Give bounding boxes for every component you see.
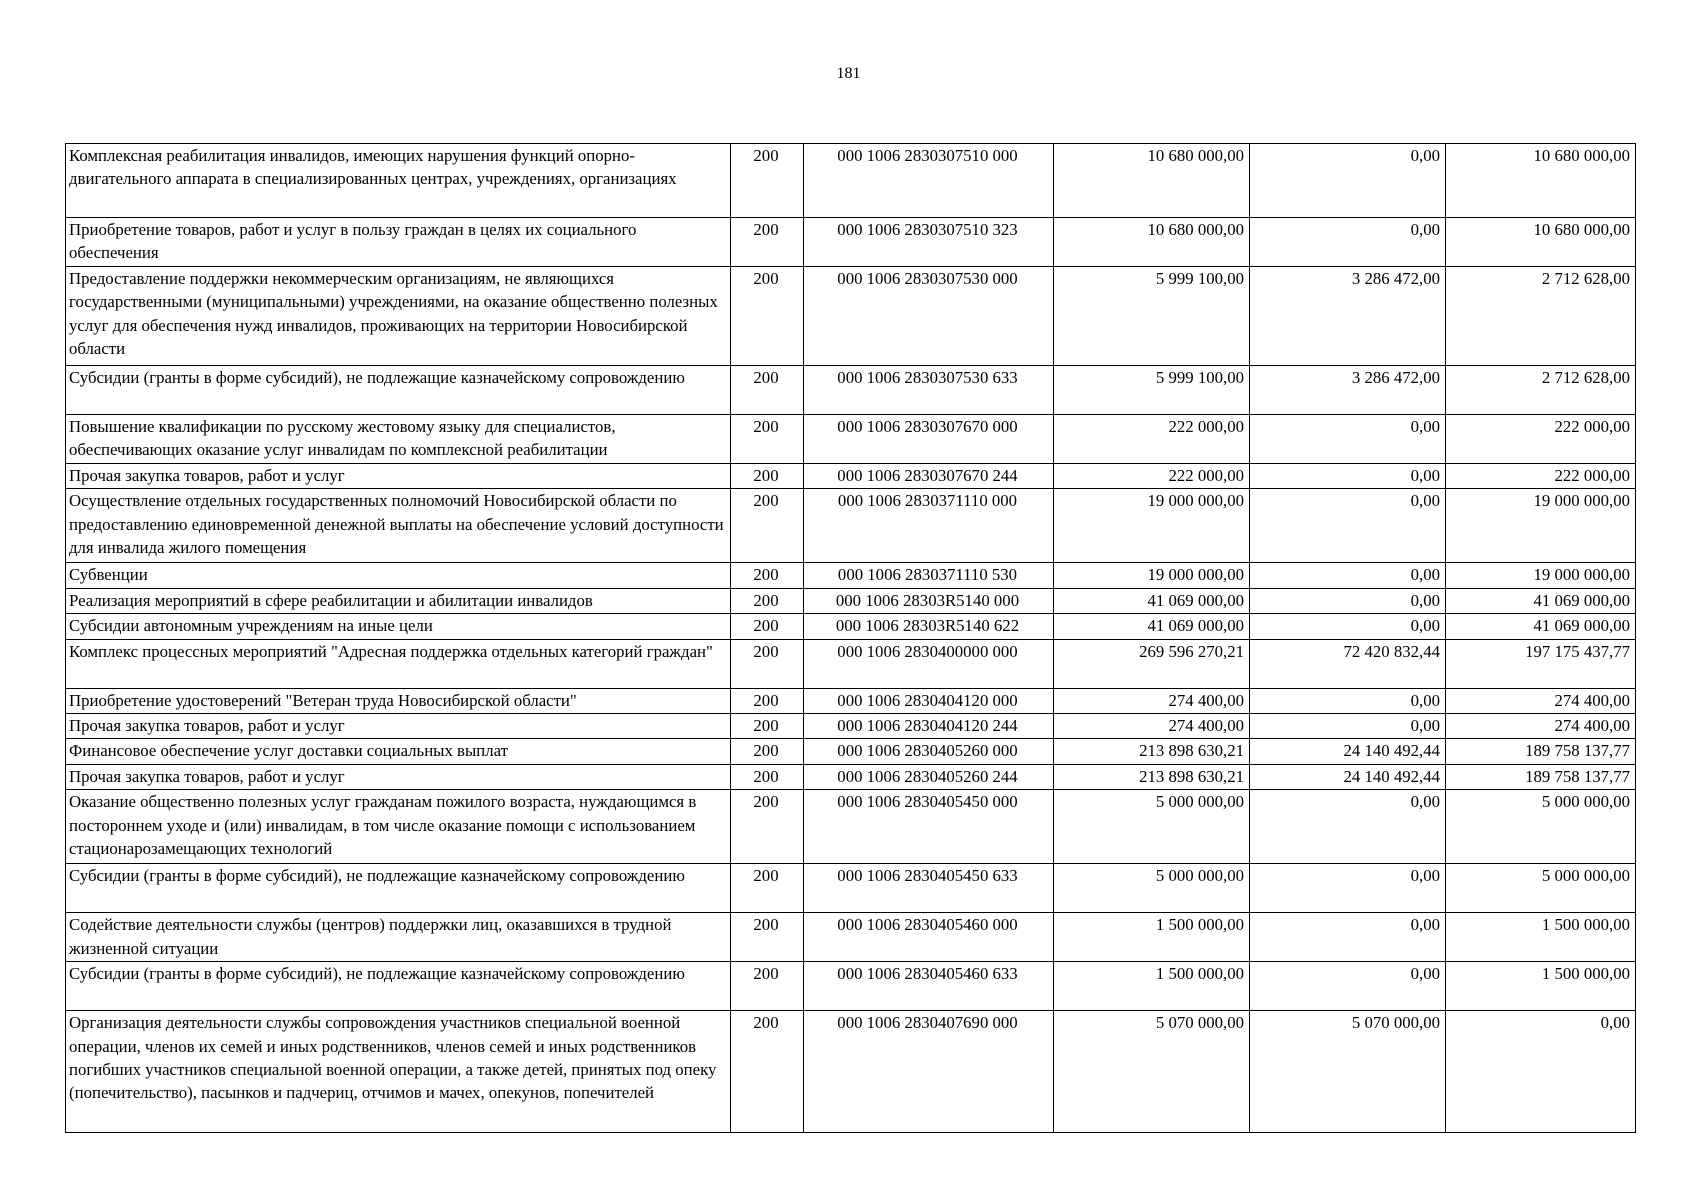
row-amount-col6: 197 175 437,77 [1446, 639, 1636, 688]
table-row [66, 218, 1636, 267]
row-budget-code: 000 1006 2830405260 000 [804, 739, 1054, 764]
table-row [66, 739, 1636, 764]
row-total: 10 680 000,00 [1054, 218, 1250, 267]
row-name: Приобретение удостоверений "Ветеран труда Новосибирской области" [66, 688, 731, 713]
row-budget-code: 000 1006 2830371110 530 [804, 563, 1054, 588]
row-name: Прочая закупка товаров, работ и услуг [66, 764, 731, 789]
row-amount-col5: 3 286 472,00 [1250, 366, 1446, 415]
row-admin-code: 200 [731, 614, 804, 639]
row-budget-code: 000 1006 2830405450 633 [804, 864, 1054, 913]
row-budget-code: 000 1006 28303R5140 000 [804, 588, 1054, 613]
row-amount-col6: 0,00 [1446, 1011, 1636, 1133]
row-budget-code: 000 1006 2830404120 000 [804, 688, 1054, 713]
row-admin-code: 200 [731, 790, 804, 864]
row-budget-code: 000 1006 2830371110 000 [804, 489, 1054, 563]
row-amount-col6: 41 069 000,00 [1446, 614, 1636, 639]
row-total: 5 070 000,00 [1054, 1011, 1250, 1133]
row-name: Оказание общественно полезных услуг гражданам пожилого возраста, нуждающимся в постороннем уходе и (или) инвалидам, в том числе оказание помощи с использованием стационарозамещающих технологий [66, 790, 731, 864]
row-amount-col6: 5 000 000,00 [1446, 790, 1636, 864]
row-amount-col5: 0,00 [1250, 688, 1446, 713]
row-amount-col5: 3 286 472,00 [1250, 267, 1446, 366]
row-amount-col6: 10 680 000,00 [1446, 144, 1636, 218]
row-total: 41 069 000,00 [1054, 614, 1250, 639]
table-row [66, 144, 1636, 218]
row-admin-code: 200 [731, 489, 804, 563]
table-row [66, 563, 1636, 588]
row-amount-col5: 24 140 492,44 [1250, 739, 1446, 764]
row-name: Субсидии автономным учреждениям на иные цели [66, 614, 731, 639]
row-amount-col6: 222 000,00 [1446, 415, 1636, 464]
row-amount-col5: 5 070 000,00 [1250, 1011, 1446, 1133]
row-amount-col5: 0,00 [1250, 913, 1446, 962]
row-name: Финансовое обеспечение услуг доставки социальных выплат [66, 739, 731, 764]
row-amount-col5: 0,00 [1250, 415, 1446, 464]
row-amount-col5: 0,00 [1250, 563, 1446, 588]
row-admin-code: 200 [731, 218, 804, 267]
row-total: 5 999 100,00 [1054, 366, 1250, 415]
row-budget-code: 000 1006 2830307530 000 [804, 267, 1054, 366]
row-amount-col6: 41 069 000,00 [1446, 588, 1636, 613]
row-amount-col5: 0,00 [1250, 489, 1446, 563]
row-admin-code: 200 [731, 688, 804, 713]
row-name: Повышение квалификации по русскому жестовому языку для специалистов, обеспечивающих оказание услуг инвалидам по комплексной реабилитации [66, 415, 731, 464]
row-total: 19 000 000,00 [1054, 563, 1250, 588]
row-amount-col6: 1 500 000,00 [1446, 913, 1636, 962]
table-row [66, 764, 1636, 789]
row-amount-col6: 274 400,00 [1446, 688, 1636, 713]
row-amount-col5: 0,00 [1250, 962, 1446, 1011]
table-row [66, 366, 1636, 415]
table-row [66, 464, 1636, 489]
table-row [66, 790, 1636, 864]
table-row [66, 639, 1636, 688]
row-budget-code: 000 1006 2830307530 633 [804, 366, 1054, 415]
row-admin-code: 200 [731, 739, 804, 764]
row-total: 269 596 270,21 [1054, 639, 1250, 688]
row-amount-col6: 10 680 000,00 [1446, 218, 1636, 267]
row-amount-col6: 19 000 000,00 [1446, 563, 1636, 588]
row-amount-col5: 0,00 [1250, 790, 1446, 864]
row-amount-col6: 1 500 000,00 [1446, 962, 1636, 1011]
row-amount-col6: 19 000 000,00 [1446, 489, 1636, 563]
row-admin-code: 200 [731, 366, 804, 415]
row-name: Предоставление поддержки некоммерческим организациям, не являющихся государственными (муниципальными) учреждениями, на оказание общественно полезных услуг для обеспечения нужд инвалидов, проживающих на территории Новосибирской области [66, 267, 731, 366]
table-row [66, 962, 1636, 1011]
row-total: 10 680 000,00 [1054, 144, 1250, 218]
row-total: 5 999 100,00 [1054, 267, 1250, 366]
row-admin-code: 200 [731, 144, 804, 218]
page-number: 181 [836, 65, 861, 82]
row-amount-col6: 222 000,00 [1446, 464, 1636, 489]
row-name: Содействие деятельности службы (центров) поддержки лиц, оказавшихся в трудной жизненной ситуации [66, 913, 731, 962]
row-amount-col6: 189 758 137,77 [1446, 764, 1636, 789]
table-row [66, 415, 1636, 464]
row-amount-col5: 0,00 [1250, 864, 1446, 913]
row-budget-code: 000 1006 2830405450 000 [804, 790, 1054, 864]
row-name: Комплекс процессных мероприятий "Адресная поддержка отдельных категорий граждан" [66, 639, 731, 688]
row-admin-code: 200 [731, 913, 804, 962]
row-name: Реализация мероприятий в сфере реабилитации и абилитации инвалидов [66, 588, 731, 613]
row-total: 213 898 630,21 [1054, 739, 1250, 764]
row-amount-col6: 2 712 628,00 [1446, 267, 1636, 366]
row-amount-col5: 24 140 492,44 [1250, 764, 1446, 789]
row-name: Прочая закупка товаров, работ и услуг [66, 464, 731, 489]
row-budget-code: 000 1006 2830405460 000 [804, 913, 1054, 962]
row-name: Комплексная реабилитация инвалидов, имеющих нарушения функций опорно-двигательного аппарата в специализированных центрах, учреждениях, организациях [66, 144, 731, 218]
row-name: Субсидии (гранты в форме субсидий), не подлежащие казначейскому сопровождению [66, 962, 731, 1011]
table-row [66, 864, 1636, 913]
row-total: 274 400,00 [1054, 688, 1250, 713]
row-amount-col5: 0,00 [1250, 144, 1446, 218]
table-row [66, 1011, 1636, 1133]
row-amount-col5: 72 420 832,44 [1250, 639, 1446, 688]
row-amount-col6: 189 758 137,77 [1446, 739, 1636, 764]
row-name: Субвенции [66, 563, 731, 588]
row-admin-code: 200 [731, 588, 804, 613]
row-name: Прочая закупка товаров, работ и услуг [66, 714, 731, 739]
row-admin-code: 200 [731, 464, 804, 489]
row-budget-code: 000 1006 2830307510 000 [804, 144, 1054, 218]
row-total: 5 000 000,00 [1054, 864, 1250, 913]
row-admin-code: 200 [731, 864, 804, 913]
row-total: 1 500 000,00 [1054, 962, 1250, 1011]
row-amount-col5: 0,00 [1250, 464, 1446, 489]
row-total: 222 000,00 [1054, 464, 1250, 489]
row-total: 41 069 000,00 [1054, 588, 1250, 613]
row-total: 213 898 630,21 [1054, 764, 1250, 789]
row-amount-col6: 274 400,00 [1446, 714, 1636, 739]
budget-table-body [66, 144, 1636, 1133]
row-admin-code: 200 [731, 962, 804, 1011]
table-row [66, 489, 1636, 563]
row-total: 222 000,00 [1054, 415, 1250, 464]
table-row [66, 267, 1636, 366]
row-admin-code: 200 [731, 1011, 804, 1133]
table-row [66, 913, 1636, 962]
row-amount-col5: 0,00 [1250, 714, 1446, 739]
row-budget-code: 000 1006 2830404120 244 [804, 714, 1054, 739]
row-admin-code: 200 [731, 764, 804, 789]
row-amount-col6: 5 000 000,00 [1446, 864, 1636, 913]
row-amount-col5: 0,00 [1250, 614, 1446, 639]
row-admin-code: 200 [731, 714, 804, 739]
table-row [66, 588, 1636, 613]
row-name: Организация деятельности службы сопровождения участников специальной военной операции, членов их семей и иных родственников, членов семей и иных родственников погибших участников специальной военной операции, а также детей, принятых под опеку (попечительство), пасынков и падчериц, отчимов и мачех, опекунов, попечителей [66, 1011, 731, 1133]
row-name: Субсидии (гранты в форме субсидий), не подлежащие казначейскому сопровождению [66, 864, 731, 913]
row-amount-col5: 0,00 [1250, 218, 1446, 267]
row-amount-col5: 0,00 [1250, 588, 1446, 613]
row-budget-code: 000 1006 2830307670 000 [804, 415, 1054, 464]
row-budget-code: 000 1006 2830307670 244 [804, 464, 1054, 489]
row-name: Осуществление отдельных государственных полномочий Новосибирской области по предоставлению единовременной денежной выплаты на обеспечение условий доступности для инвалида жилого помещения [66, 489, 731, 563]
row-total: 1 500 000,00 [1054, 913, 1250, 962]
table-row [66, 714, 1636, 739]
row-budget-code: 000 1006 2830407690 000 [804, 1011, 1054, 1133]
row-budget-code: 000 1006 2830400000 000 [804, 639, 1054, 688]
row-name: Субсидии (гранты в форме субсидий), не подлежащие казначейскому сопровождению [66, 366, 731, 415]
row-total: 19 000 000,00 [1054, 489, 1250, 563]
row-budget-code: 000 1006 2830405460 633 [804, 962, 1054, 1011]
row-total: 274 400,00 [1054, 714, 1250, 739]
table-row [66, 688, 1636, 713]
row-admin-code: 200 [731, 415, 804, 464]
row-admin-code: 200 [731, 563, 804, 588]
row-admin-code: 200 [731, 639, 804, 688]
row-total: 5 000 000,00 [1054, 790, 1250, 864]
row-budget-code: 000 1006 2830405260 244 [804, 764, 1054, 789]
table-row [66, 614, 1636, 639]
row-budget-code: 000 1006 2830307510 323 [804, 218, 1054, 267]
row-budget-code: 000 1006 28303R5140 622 [804, 614, 1054, 639]
row-name: Приобретение товаров, работ и услуг в пользу граждан в целях их социального обеспечения [66, 218, 731, 267]
budget-table [65, 143, 1636, 1133]
row-amount-col6: 2 712 628,00 [1446, 366, 1636, 415]
row-admin-code: 200 [731, 267, 804, 366]
